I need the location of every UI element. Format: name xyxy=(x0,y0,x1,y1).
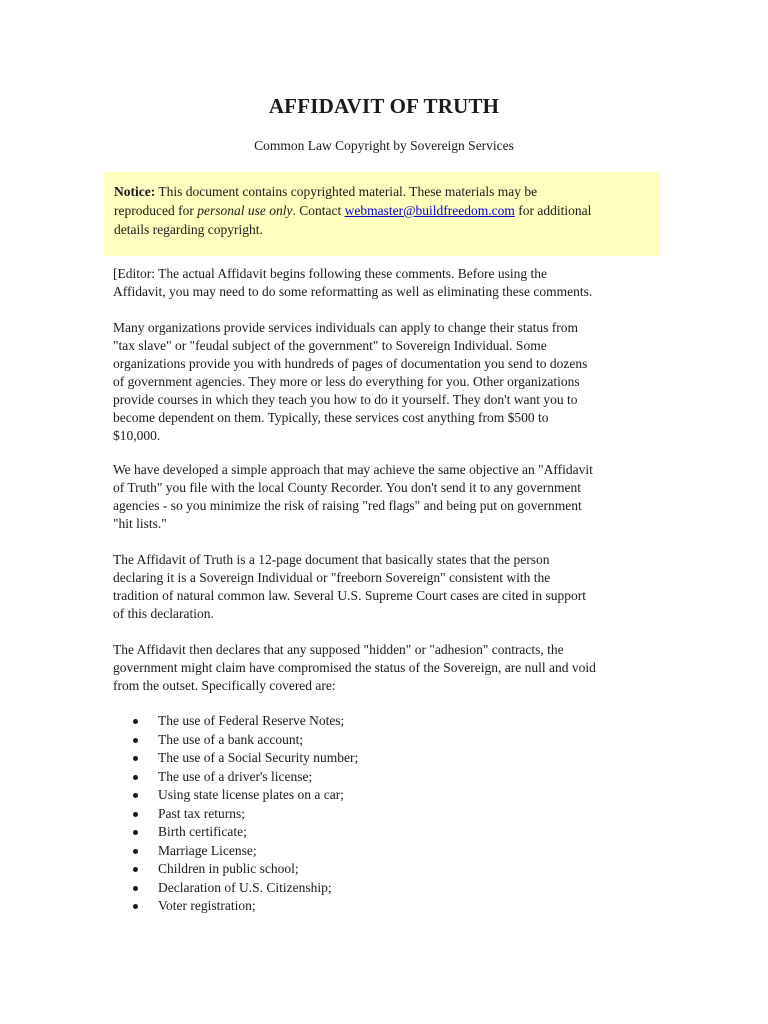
bullet-icon xyxy=(133,886,138,891)
bullet-icon xyxy=(133,793,138,798)
list-item: Past tax returns; xyxy=(130,805,358,824)
paragraph-line: We have developed a simple approach that may achieve the same objective an "Affidavit xyxy=(113,462,593,477)
paragraph-line: declaring it is a Sovereign Individual or "freeborn Sovereign" consistent with the xyxy=(113,570,551,585)
paragraph-line: tradition of natural common law. Several U.S. Supreme Court cases are cited in support xyxy=(113,588,587,603)
bullet-icon xyxy=(133,830,138,835)
paragraph-line: provide courses in which they teach you how to do it yourself. They don't want you to xyxy=(113,392,578,407)
bullet-icon xyxy=(133,738,138,743)
paragraph-line: of Truth" you file with the local County Recorder. You don't send it to any government xyxy=(113,480,582,495)
editor-note-paragraph xyxy=(113,265,653,301)
paragraph-line: "hit lists." xyxy=(113,516,167,531)
contracts-paragraph xyxy=(113,641,653,695)
list-item: The use of Federal Reserve Notes; xyxy=(130,712,358,731)
email-link[interactable]: webmaster@buildfreedom.com xyxy=(344,203,515,218)
copyright-notice-box xyxy=(104,172,660,256)
list-item: Using state license plates on a car; xyxy=(130,786,358,805)
paragraph-line: [Editor: The actual Affidavit begins following these comments. Before using the xyxy=(113,266,548,281)
paragraph-line: government might claim have compromised the status of the Sovereign, are null and void xyxy=(113,660,596,675)
bullet-icon xyxy=(133,775,138,780)
notice-text-line3: details regarding copyright. xyxy=(114,222,263,237)
document-title: AFFIDAVIT OF TRUTH xyxy=(268,94,500,118)
list-item: Voter registration; xyxy=(130,897,358,916)
notice-text-line2-pre: reproduced for xyxy=(114,203,198,218)
notice-text-line1: This document contains copyrighted material. These materials may be xyxy=(158,184,538,199)
paragraph-line: The Affidavit of Truth is a 12-page document that basically states that the person xyxy=(113,552,550,567)
paragraph-line: organizations provide you with hundreds of pages of documentation you send to dozens xyxy=(113,356,588,371)
notice-emphasis: personal use only xyxy=(197,203,293,218)
list-item: The use of a Social Security number; xyxy=(130,749,358,768)
paragraph-line: The Affidavit then declares that any supposed "hidden" or "adhesion" contracts, the xyxy=(113,642,564,657)
notice-text-line2-post: . Contact xyxy=(292,203,345,218)
paragraph-line: Many organizations provide services individuals can apply to change their status from xyxy=(113,320,579,335)
paragraph-line: Affidavit, you may need to do some reformatting as well as eliminating these comments. xyxy=(113,284,593,299)
notice-text-line2-end: for additional xyxy=(514,203,592,218)
list-item: Marriage License; xyxy=(130,842,358,861)
bullet-icon xyxy=(133,719,138,724)
bullet-icon xyxy=(133,756,138,761)
list-item: The use of a driver's license; xyxy=(130,768,358,787)
list-item: Declaration of U.S. Citizenship; xyxy=(130,879,358,898)
bullet-icon xyxy=(133,904,138,909)
paragraph-line: become dependent on them. Typically, these services cost anything from $500 to xyxy=(113,410,549,425)
list-item: The use of a bank account; xyxy=(130,731,358,750)
list-item: Birth certificate; xyxy=(130,823,358,842)
organizations-paragraph xyxy=(113,319,653,445)
paragraph-line: from the outset. Specifically covered are: xyxy=(113,678,336,693)
paragraph-line: $10,000. xyxy=(113,428,161,443)
approach-paragraph xyxy=(113,461,653,533)
paragraph-line: of this declaration. xyxy=(113,606,214,621)
bullet-icon xyxy=(133,812,138,817)
bullet-icon xyxy=(133,867,138,872)
paragraph-line: of government agencies. They more or less do everything for you. Other organizations xyxy=(113,374,580,389)
covered-items-list xyxy=(130,712,358,916)
affidavit-description-paragraph xyxy=(113,551,653,623)
bullet-icon xyxy=(133,849,138,854)
paragraph-line: "tax slave" or "feudal subject of the government" to Sovereign Individual. Some xyxy=(113,338,547,353)
notice-label: Notice: xyxy=(114,184,156,199)
list-item: Children in public school; xyxy=(130,860,358,879)
document-subtitle: Common Law Copyright by Sovereign Services xyxy=(254,138,514,153)
paragraph-line: agencies - so you minimize the risk of raising "red flags" and being put on government xyxy=(113,498,582,513)
